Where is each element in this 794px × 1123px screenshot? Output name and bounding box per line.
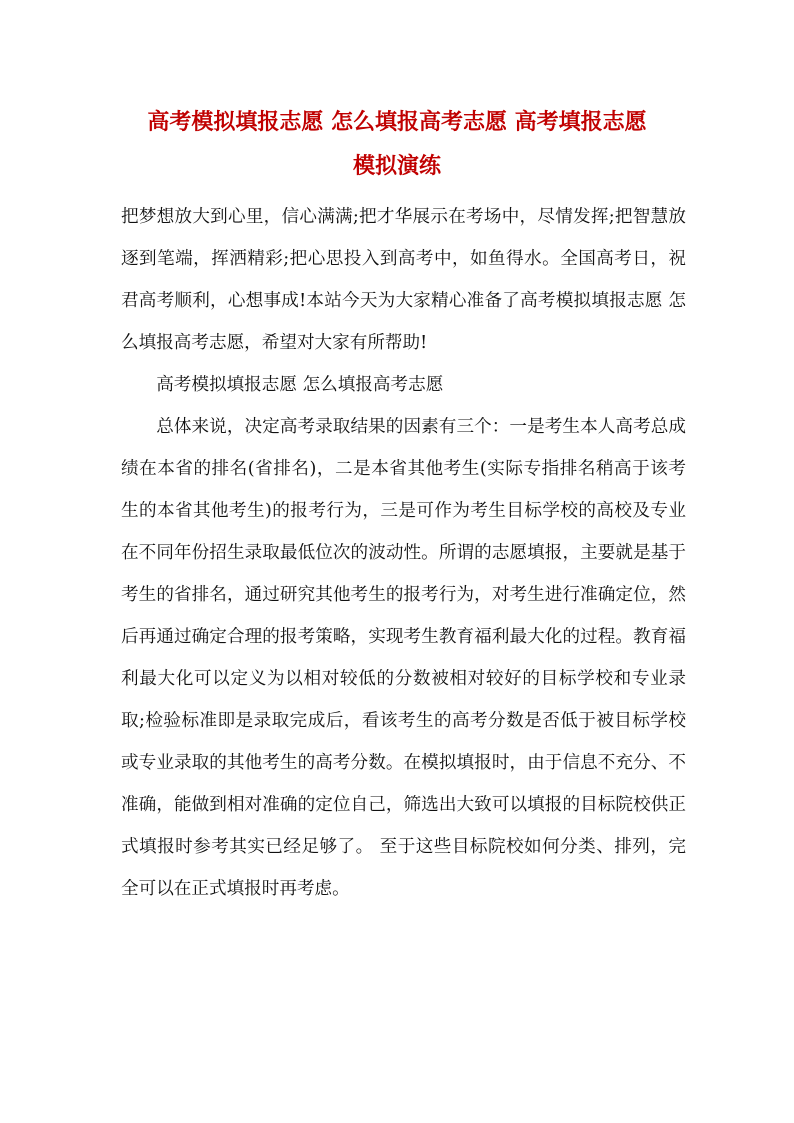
title-line-2: 模拟演练 bbox=[352, 153, 441, 179]
document-body bbox=[121, 196, 686, 910]
title-line-1: 高考模拟填报志愿 怎么填报高考志愿 高考填报志愿 bbox=[147, 109, 647, 135]
main-paragraph: 总体来说，决定高考录取结果的因素有三个：一是考生本人高考总成绩在本省的排名(省排名)，二是本省其他考生(实际专指排名稍高于该考生的本省其他考生)的报考行为，三是可作为考生目标学校的高校及专业在不同年份招生录取最低位次的波动性。所谓的志愿填报，主要就是基于考生的省排名，通过研究其他考生的报考行为，对考生进行准确定位，然后再通过确定合理的报考策略，实现考生教育福利最大化的过程。教育福利最大化可以定义为以相对较低的分数被相对较好的目标学校和专业录取;检验标准即是录取完成后，看该考生的高考分数是否低于被目标学校或专业录取的其他考生的高考分数。在模拟填报时，由于信息不充分、不准确，能做到相对准确的定位自己，筛选出大致可以填报的目标院校供正式填报时参考其实已经足够了。 至于这些目标院校如何分类、排列，完全可以在正式填报时再考虑。 bbox=[121, 417, 686, 899]
document-title bbox=[100, 100, 694, 188]
subheading: 高考模拟填报志愿 怎么填报高考志愿 bbox=[156, 375, 444, 395]
intro-paragraph: 把梦想放大到心里，信心满满;把才华展示在考场中，尽情发挥;把智慧放逐到笔端，挥洒精彩;把心思投入到高考中，如鱼得水。全国高考日，祝君高考顺利，心想事成!本站今天为大家精心准备了高考模拟填报志愿 怎么填报高考志愿，希望对大家有所帮助! bbox=[121, 207, 686, 353]
